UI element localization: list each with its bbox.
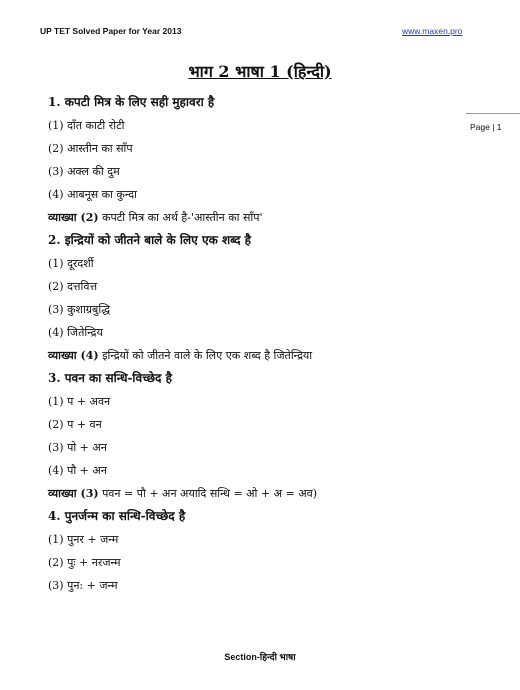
option-item: (4) आबनूस का कुन्दा bbox=[48, 188, 137, 201]
question-list bbox=[48, 91, 468, 597]
option-item: (2) प + वन bbox=[48, 418, 102, 431]
answer-label: व्याख्या (2) bbox=[48, 211, 99, 224]
section-footer: Section-हिन्दी भाषा bbox=[224, 652, 296, 662]
question-heading: 3. पवन का सन्धि-विच्छेद है bbox=[48, 371, 172, 385]
page-number-rule bbox=[466, 113, 520, 114]
option-item: (4) पौ + अन bbox=[48, 464, 107, 477]
option-item: (1) प + अवन bbox=[48, 395, 111, 408]
option-item: (3) पुन: + जन्म bbox=[48, 579, 118, 592]
option-item: (3) अक्ल की दुम bbox=[48, 165, 120, 178]
answer-explanation bbox=[48, 206, 468, 229]
option-item: (3) कुशाग्रबुद्धि bbox=[48, 303, 110, 316]
answer-explanation bbox=[48, 344, 468, 367]
option-item: (1) दूरदर्शी bbox=[48, 257, 94, 270]
question-heading: 1. कपटी मित्र के लिए सही मुहावरा है bbox=[48, 95, 215, 109]
option-item: (2) दत्तवित्त bbox=[48, 280, 98, 293]
section-title bbox=[0, 60, 520, 82]
answer-text: कपटी मित्र का अर्थ है-'आस्तीन का साँप' bbox=[102, 211, 263, 224]
answer-label: व्याख्या (4) bbox=[48, 349, 99, 362]
option-item: (4) जितेन्द्रिय bbox=[48, 326, 103, 339]
option-item: (1) पुनर + जन्म bbox=[48, 533, 119, 546]
question-heading: 4. पुनर्जन्म का सन्धि-विच्छेद है bbox=[48, 509, 186, 523]
section-title-text: भाग 2 भाषा 1 (हिन्दी) bbox=[188, 62, 332, 81]
answer-text: इन्द्रियों को जीतने वाले के लिए एक शब्द है जितेन्द्रिया bbox=[102, 349, 313, 362]
answer-text: पवन = पौ + अन अयादि सन्धि = ओ + अ = अव) bbox=[102, 487, 318, 500]
answer-explanation bbox=[48, 482, 468, 505]
option-item: (1) दाँत काटी रोटी bbox=[48, 119, 125, 132]
question-heading: 2. इन्द्रियों को जीतने बाले के लिए एक शब्द है bbox=[48, 233, 252, 247]
option-item: (3) पो + अन bbox=[48, 441, 107, 454]
option-item: (2) आस्तीन का साँप bbox=[48, 142, 133, 155]
website-link[interactable]: www.maxen.pro bbox=[402, 26, 463, 36]
answer-label: व्याख्या (3) bbox=[48, 487, 99, 500]
document-header-title: UP TET Solved Paper for Year 2013 bbox=[40, 26, 182, 36]
page-number: Page | 1 bbox=[470, 122, 502, 132]
option-item: (2) पुः + नरजन्म bbox=[48, 556, 121, 569]
